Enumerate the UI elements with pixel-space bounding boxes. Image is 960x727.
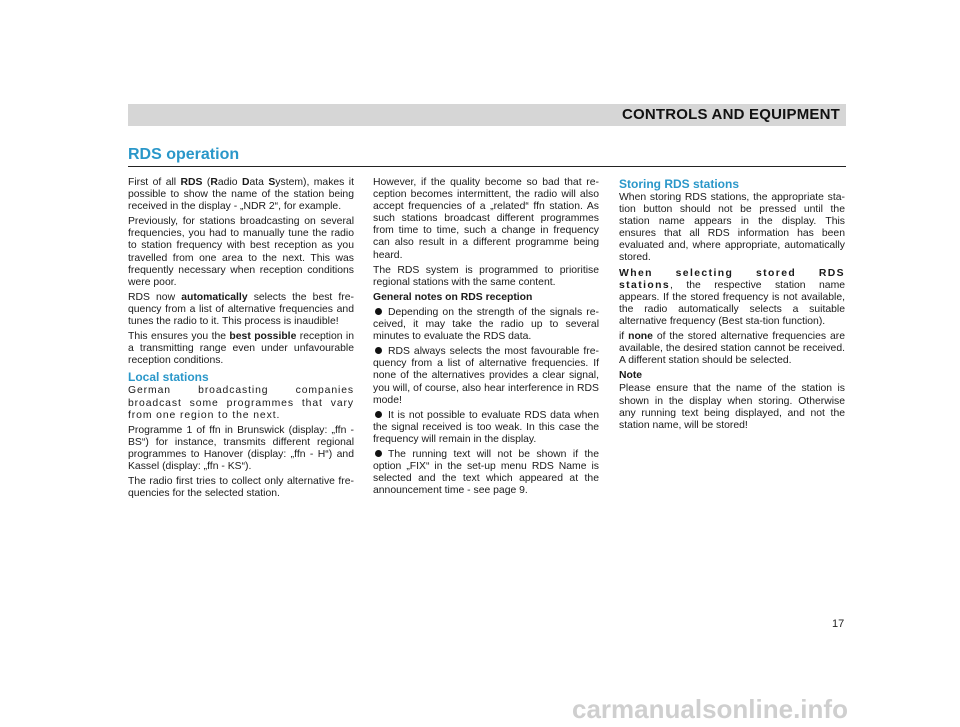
- paragraph-storing: When storing RDS stations, the appropriate sta-tion button should not be pressed until the station name appears in the display. This ensures that all RDS information has been evaluated and, where appropriate, automatically stored.: [619, 192, 845, 264]
- paragraph-programme-1: Programme 1 of ffn in Brunswick (display: „ffn - BS“) for instance, transmits different regional programmes to Hanover (display: „ffn - H“) and Kassel (display: „ffn - KS“).: [128, 424, 354, 472]
- column-middle: [373, 177, 599, 500]
- page-number: 17: [832, 618, 845, 630]
- paragraph-none-available: [619, 331, 845, 367]
- subheading-storing-rds: Storing RDS stations: [619, 177, 740, 191]
- text-span: RDS now: [128, 291, 182, 303]
- paragraph-german-broadcasting: German broadcasting companies broadcast some programmes that vary from one region to the next.: [128, 385, 354, 421]
- text-bold: RDS: [180, 177, 203, 188]
- text-span: adio: [217, 177, 242, 188]
- paragraph-alternative-frequencies: The radio first tries to collect only alternative fre-quencies for the selected station.: [128, 476, 354, 500]
- header-title: CONTROLS AND EQUIPMENT: [621, 106, 840, 123]
- text-span: This ensures you the: [128, 331, 230, 343]
- text-bold: S: [268, 177, 276, 188]
- text-span: , the respective station name appears. If the stored frequency is not available, the radio automatically selects a suitable alternative frequency (Best sta-tion function).: [619, 279, 845, 327]
- bullet-text: The running text will not be shown if the option „FIX“ in the set-up menu RDS Name is selected and the text which appeared at the announcement time - see page 9.: [373, 448, 599, 497]
- text-span: ystem), makes it possible to show the name of the station being received in the display - „NDR 2“, for example.: [128, 177, 354, 213]
- text-span: if: [619, 331, 629, 343]
- title-divider: [128, 166, 846, 167]
- paragraph-quality: However, if the quality become so bad that re-ception becomes intermittent, the radio will also accept frequencies of a „related“ ffn station. As such stations broadcast different programmes from time to time, such a change in frequency can also result in a different programme being heard.: [373, 177, 599, 261]
- bullet-item: [373, 307, 599, 343]
- paragraph-prioritise: The RDS system is programmed to prioritise regional stations with the same content.: [373, 264, 599, 288]
- bullet-item: [373, 410, 599, 446]
- text-span: (: [202, 177, 211, 188]
- text-bold: When selecting stored RDS stations: [619, 267, 845, 291]
- bullet-icon: [375, 308, 382, 315]
- bullet-text: It is not possible to evaluate RDS data when the signal received is too weak. In this case the frequency will remain in the display.: [373, 409, 599, 445]
- paragraph-automatic: [128, 292, 354, 328]
- paragraph-selecting: [619, 268, 845, 328]
- bullet-icon: [375, 411, 382, 418]
- subheading-local-stations: Local stations: [128, 370, 209, 385]
- page-title: RDS operation: [128, 146, 240, 163]
- paragraph-note: Please ensure that the name of the station is shown in the display when storing. Otherwise any running text being displayed, and not the station name, will be stored!: [619, 383, 845, 431]
- bullet-item: [373, 449, 599, 497]
- header-band: [128, 104, 846, 126]
- text-span: of the stored alternative frequencies are available, the desired station cannot be received. A different station should be selected.: [619, 331, 845, 367]
- text-span: First of all: [128, 177, 181, 188]
- bullet-text: RDS always selects the most favourable fre-quency from a list of alternative frequencies. If none of the alternatives provides a clear signal, you will, of course, also hear interference in RDS mode!: [373, 346, 599, 406]
- text-bold: best possible: [229, 331, 297, 343]
- column-right: [619, 177, 845, 435]
- bullet-icon: [375, 347, 382, 354]
- heading-general-notes: General notes on RDS reception: [373, 291, 533, 303]
- text-span: ata: [249, 177, 269, 188]
- column-left: [128, 177, 354, 503]
- bullet-icon: [375, 450, 382, 457]
- paragraph-intro: [128, 177, 354, 213]
- bullet-text: Depending on the strength of the signals re-ceived, it may take the radio up to several minutes to evaluate the RDS data.: [373, 306, 599, 343]
- text-span: selects the best fre-quency from a list of alternative frequencies and tunes the radio to it. This process is inaudible!: [128, 291, 354, 328]
- text-span: reception in a transmitting range even under unfavourable reception conditions.: [128, 331, 355, 367]
- paragraph-best-possible: [128, 331, 354, 367]
- text-bold: R: [210, 177, 218, 188]
- watermark: carmanualsonline.info: [572, 694, 848, 724]
- heading-note: Note: [619, 370, 643, 382]
- text-bold: none: [628, 331, 653, 343]
- text-bold: automatically: [181, 291, 248, 303]
- bullet-item: [373, 346, 599, 406]
- text-bold: D: [241, 177, 250, 188]
- paragraph-previously: Previously, for stations broadcasting on several frequencies, you had to manually tune the radio to station frequency with best reception as you travelled from one area to the next. This was frequently necessary when reception conditions were poor.: [128, 216, 354, 288]
